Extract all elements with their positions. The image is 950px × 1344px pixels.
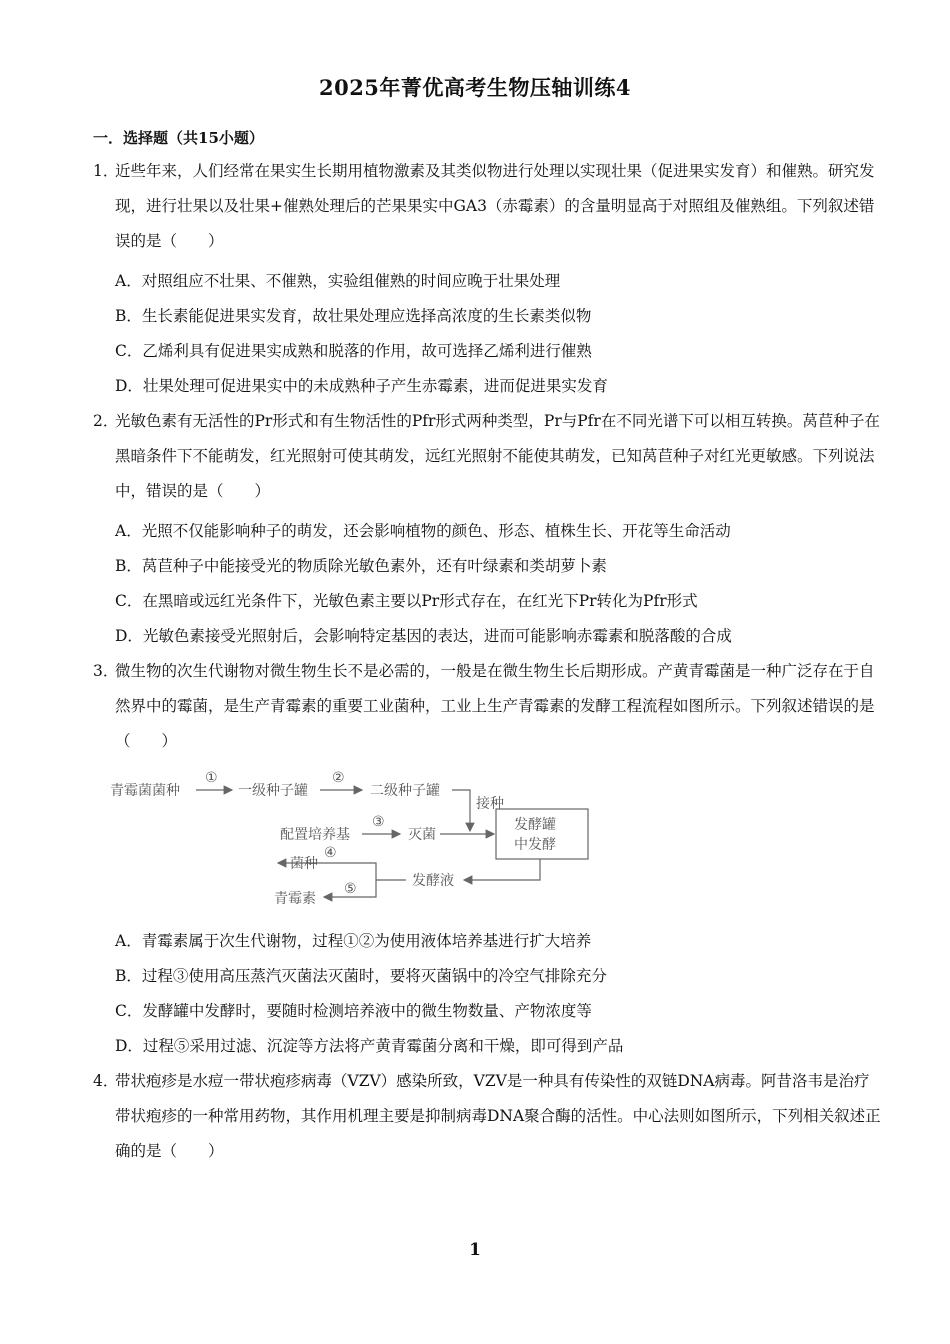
primary-tank-label: 一级种子罐 bbox=[238, 783, 308, 799]
step-3-label: ③ bbox=[372, 814, 385, 830]
penicillin-label: 青霉素 bbox=[274, 891, 316, 907]
strain-label: 青霉菌菌种 bbox=[110, 783, 180, 799]
option-d: D．过程⑤采用过滤、沉淀等方法将产黄青霉菌分离和干燥，即可得到产品 bbox=[115, 1037, 624, 1055]
question-3 bbox=[93, 654, 883, 759]
option-c: C．在黑暗或远红光条件下，光敏色素主要以Pr形式存在，在红光下Pr转化为Pfr形式 bbox=[115, 592, 698, 610]
question-number: 1． bbox=[93, 162, 119, 180]
question-number: 2． bbox=[93, 412, 119, 430]
fermentation-flowchart bbox=[108, 763, 598, 913]
option-b: B．生长素能促进果实发育，故壮果处理应选择高浓度的生长素类似物 bbox=[115, 307, 592, 325]
question-stem: 光敏色素有无活性的Pr形式和有生物活性的Pfr形式两种类型，Pr与Pfr在不同光谱下可以相互转换。莴苣种子在黑暗条件下不能萌发，红光照射可使其萌发，远红光照射不能使其萌发，已知莴苣种子对红光更敏感。下列说法中，错误的是（ ） bbox=[115, 412, 880, 500]
question-1 bbox=[93, 154, 883, 259]
fermenter-line-2: 中发酵 bbox=[514, 837, 556, 853]
page-number: 1 bbox=[469, 1240, 481, 1260]
question-4 bbox=[93, 1064, 883, 1169]
question-number: 4． bbox=[93, 1072, 119, 1090]
inoculate-arrow bbox=[452, 790, 470, 831]
secondary-tank-label: 二级种子罐 bbox=[370, 783, 440, 799]
question-stem: 带状疱疹是水痘一带状疱疹病毒（VZV）感染所致，VZV是一种具有传染性的双链DNA病毒。阿昔洛韦是治疗带状疱疹的一种常用药物，其作用机理主要是抑制病毒DNA聚合酶的活性。中心法则如图所示，下列相关叙述正确的是（ ） bbox=[115, 1072, 881, 1160]
question-2 bbox=[93, 404, 893, 509]
question-stem: 微生物的次生代谢物对微生物生长不是必需的，一般是在微生物生长后期形成。产黄青霉菌是一种广泛存在于自然界中的霉菌，是生产青霉素的重要工业菌种，工业上生产青霉素的发酵工程流程如图所示。下列叙述错误的是（ ） bbox=[115, 662, 875, 750]
option-c: C．乙烯利具有促进果实成熟和脱落的作用，故可选择乙烯利进行催熟 bbox=[115, 342, 592, 360]
option-a: A．对照组应不壮果、不催熟，实验组催熟的时间应晚于壮果处理 bbox=[115, 272, 561, 290]
question-stem: 近些年来，人们经常在果实生长期用植物激素及其类似物进行处理以实现壮果（促进果实发育）和催熟。研究发现，进行壮果以及壮果+催熟处理后的芒果果实中GA3（赤霉素）的含量明显高于对照组及催熟组。下列叙述错误的是（ ） bbox=[115, 162, 875, 250]
option-a: A．光照不仅能影响种子的萌发，还会影响植物的颜色、形态、植株生长、开花等生命活动 bbox=[115, 522, 731, 540]
option-a: A．青霉素属于次生代谢物，过程①②为使用液体培养基进行扩大培养 bbox=[115, 932, 592, 950]
page-title: 2025年菁优高考生物压轴训练4 bbox=[318, 75, 632, 100]
question-number: 3． bbox=[93, 662, 119, 680]
broth-label: 发酵液 bbox=[412, 873, 454, 889]
step-2-label: ② bbox=[332, 770, 345, 786]
section-heading: 一．选择题（共15小题） bbox=[93, 129, 264, 147]
inoculate-label: 接种 bbox=[476, 796, 504, 812]
step-5-label: ⑤ bbox=[344, 881, 357, 897]
fermenter-line-1: 发酵罐 bbox=[514, 817, 556, 833]
option-d: D．光敏色素接受光照射后，会影响特定基因的表达，进而可能影响赤霉素和脱落酸的合成 bbox=[115, 627, 732, 645]
option-b: B．莴苣种子中能接受光的物质除光敏色素外，还有叶绿素和类胡萝卜素 bbox=[115, 557, 607, 575]
option-b: B．过程③使用高压蒸汽灭菌法灭菌时，要将灭菌锅中的冷空气排除充分 bbox=[115, 967, 607, 985]
sterilize-label: 灭菌 bbox=[408, 827, 436, 843]
option-c: C．发酵罐中发酵时，要随时检测培养液中的微生物数量、产物浓度等 bbox=[115, 1002, 592, 1020]
step-4-label: ④ bbox=[324, 845, 337, 861]
broth-arrow bbox=[464, 859, 540, 880]
step-1-label: ① bbox=[205, 770, 218, 786]
option-d: D．壮果处理可促进果实中的未成熟种子产生赤霉素，进而促进果实发育 bbox=[115, 377, 608, 395]
strain-out-label: 菌种 bbox=[290, 856, 318, 872]
prepare-medium-label: 配置培养基 bbox=[280, 827, 350, 843]
